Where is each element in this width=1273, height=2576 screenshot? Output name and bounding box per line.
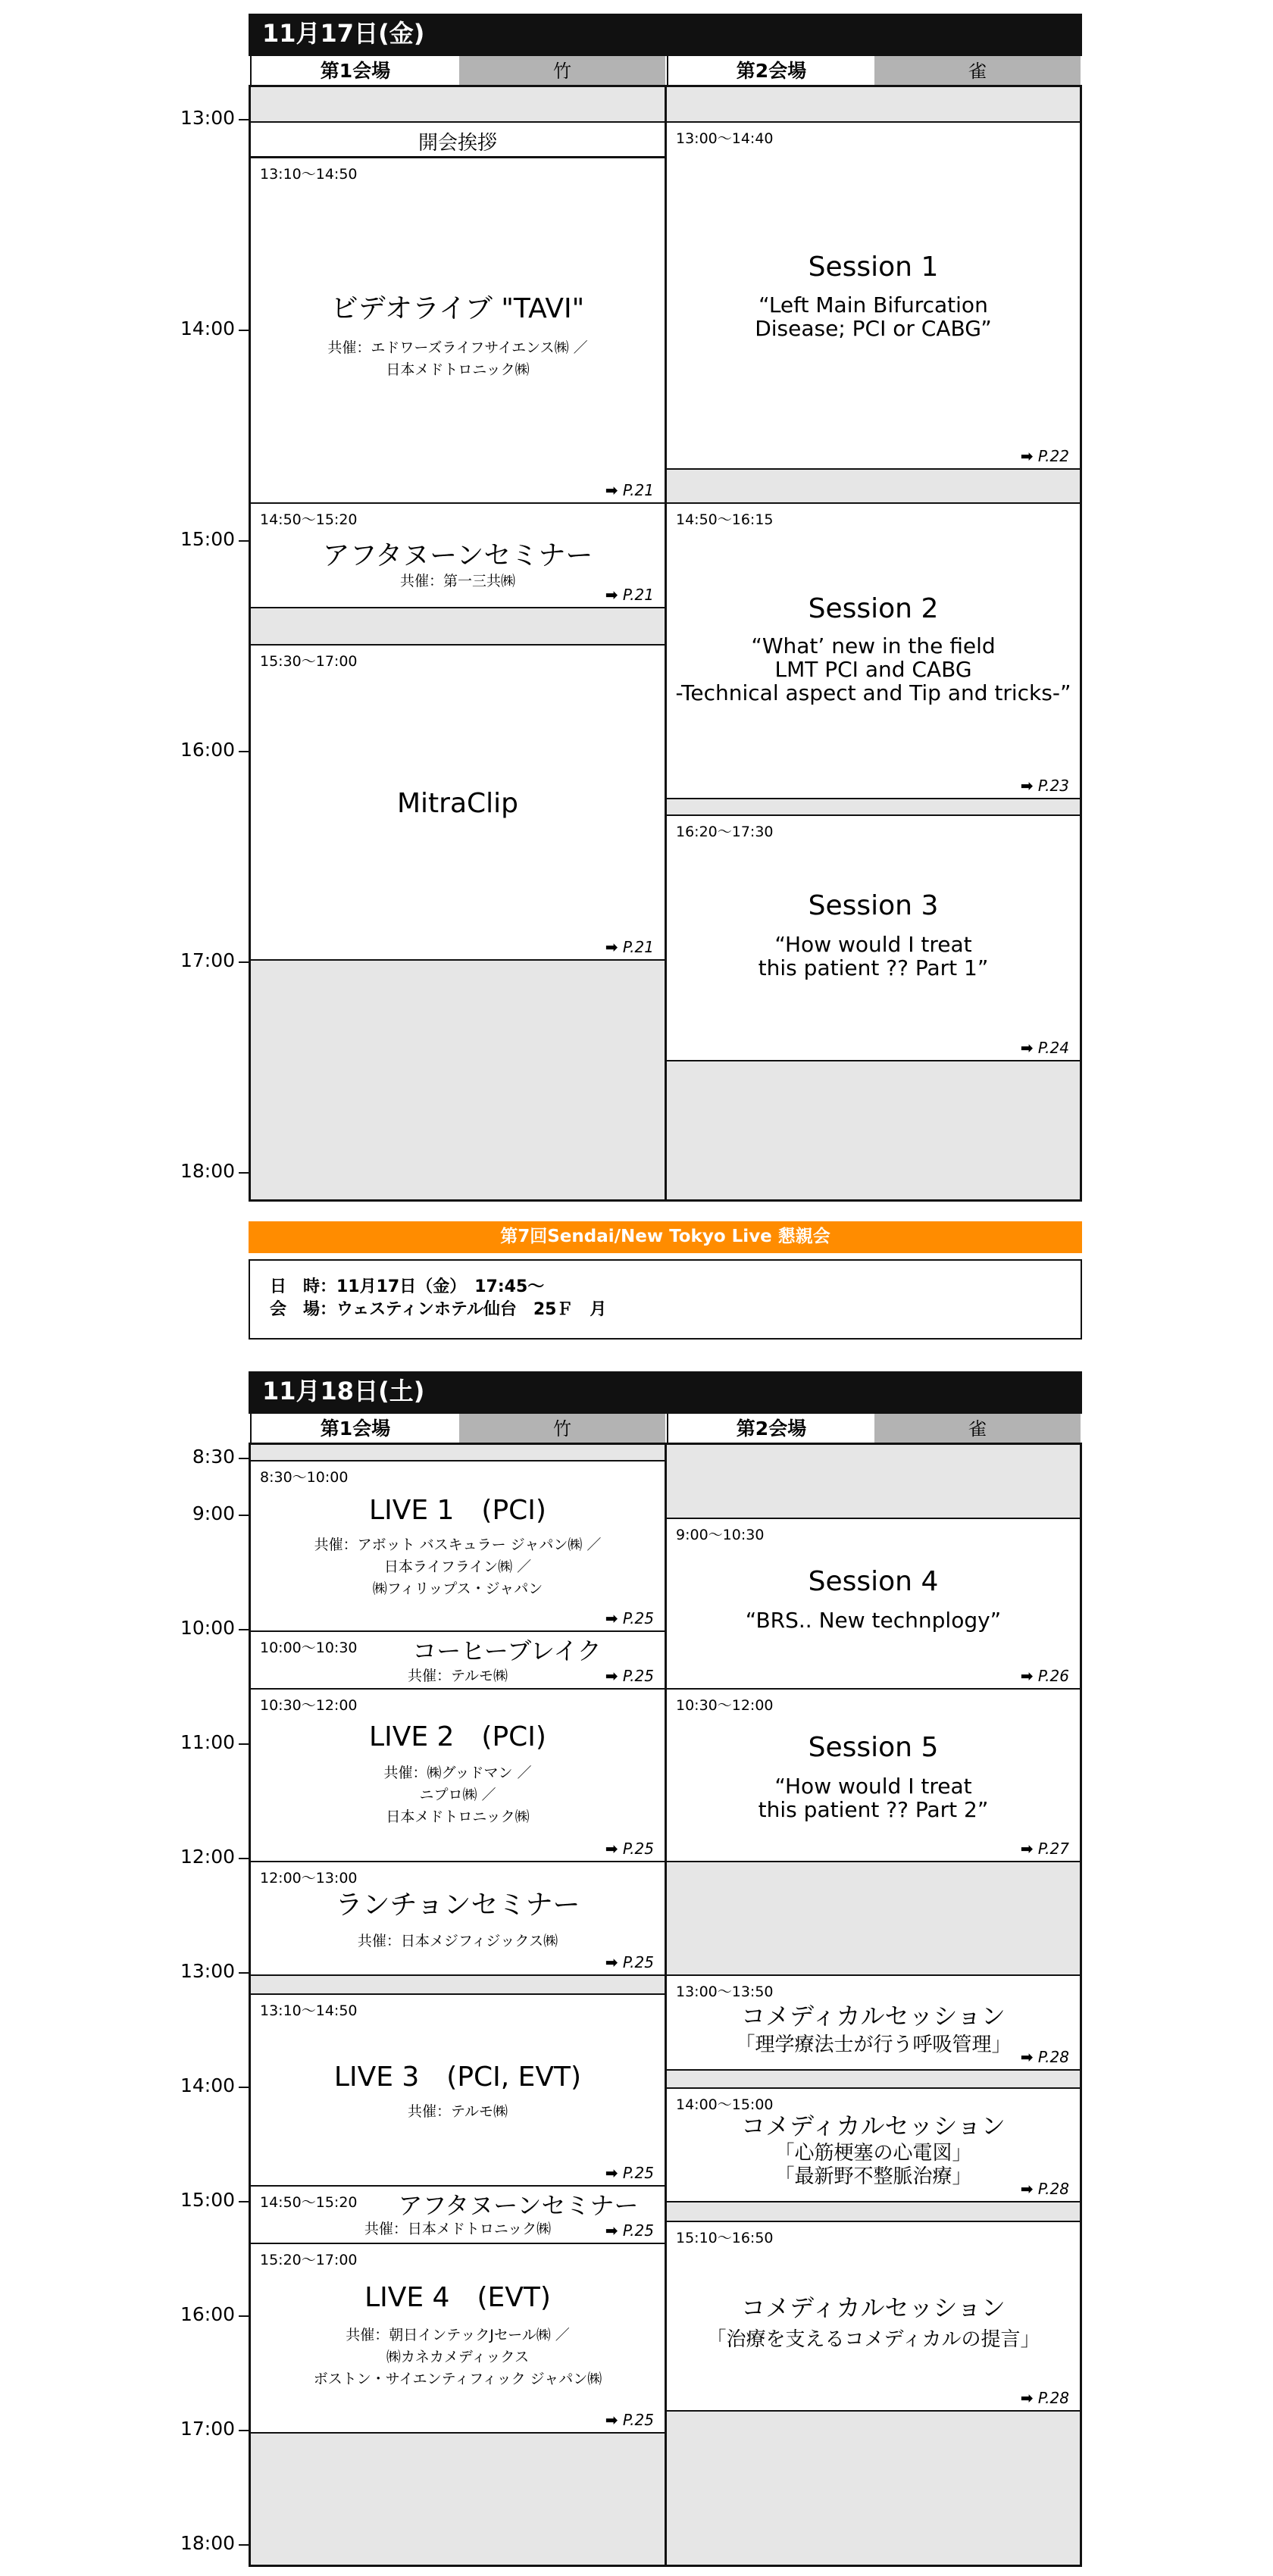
time-label: 12:00	[180, 1846, 235, 1868]
session-time: 14:50～15:20	[260, 511, 358, 528]
session-subtitle: “BRS.. New technplogy”	[745, 1608, 1002, 1633]
page-reference	[1021, 1840, 1069, 1858]
session-time: 14:00～15:00	[676, 2096, 774, 2113]
session-time: 13:10～14:50	[260, 166, 358, 183]
day2-r1-coffee	[251, 1630, 665, 1690]
day2-r1-live4	[251, 2243, 665, 2434]
arrow-right-icon: ➡	[1020, 2180, 1034, 2198]
day1-r2-session-2	[667, 502, 1080, 799]
page-reference	[605, 1667, 654, 1685]
page-number: P.26	[1037, 1667, 1069, 1685]
page-number: P.25	[622, 1840, 654, 1858]
day1-r2-session-1	[667, 121, 1080, 470]
page-number: P.25	[622, 1667, 654, 1685]
arrow-right-icon: ➡	[1020, 1840, 1034, 1858]
page-number: P.28	[1037, 2048, 1069, 2066]
session-time: 10:30～12:00	[676, 1697, 774, 1714]
day2-schedule-grid	[249, 1443, 1082, 2567]
day1-schedule-grid	[249, 85, 1082, 1202]
session-subtitle: LMT PCI and CABG	[774, 657, 972, 682]
arrow-right-icon: ➡	[605, 1840, 618, 1858]
session-sponsor: 日本ライフライン㈱ ／	[383, 1558, 532, 1575]
session-subtitle: this patient ?? Part 2”	[758, 1797, 989, 1822]
session-title: ビデオライブ "TAVI"	[330, 293, 585, 324]
day2-room-header	[250, 1412, 1081, 1444]
session-sponsor: ㈱カネカメディックス	[386, 2349, 530, 2365]
session-subtitle: “Left Main Bifurcation	[758, 292, 988, 317]
day2-room1-tag: 竹	[459, 1414, 665, 1444]
arrow-right-icon: ➡	[1020, 2048, 1034, 2066]
session-title: MitraClip	[396, 788, 519, 819]
session-time: 12:00～13:00	[260, 1870, 358, 1887]
session-time: 15:20～17:00	[260, 2252, 358, 2268]
day1-room2-name: 第2会場	[667, 56, 874, 86]
day1-room2-tag: 雀	[874, 56, 1081, 86]
page-number: P.28	[1037, 2180, 1069, 2198]
arrow-right-icon: ➡	[1020, 2389, 1034, 2407]
time-label: 11:00	[180, 1731, 235, 1753]
page-number: P.25	[622, 2411, 654, 2429]
time-tick	[239, 2544, 249, 2546]
day2-date-label: 11月18日(土)	[262, 1377, 425, 1405]
page-reference	[605, 938, 654, 956]
arrow-right-icon: ➡	[1020, 1039, 1034, 1057]
session-sponsor: 日本メドトロニック㈱	[386, 361, 530, 378]
session-title: ランチョンセミナー	[335, 1890, 580, 1921]
time-label: 15:00	[180, 528, 235, 550]
time-tick	[239, 330, 249, 331]
session-title: アフタヌーンセミナー	[398, 2191, 639, 2220]
session-sponsor: ニプロ㈱ ／	[419, 1787, 496, 1803]
page-reference	[605, 1953, 654, 1971]
session-title: LIVE 4 (EVT)	[364, 2282, 551, 2313]
session-time: 13:10～14:50	[260, 2002, 358, 2019]
time-tick	[239, 1743, 249, 1745]
page-number: P.27	[1037, 1840, 1069, 1858]
day1-room1-name: 第1会場	[320, 60, 391, 82]
session-subtitle: this patient ?? Part 1”	[758, 955, 989, 980]
session-title: Session 3	[808, 890, 939, 921]
time-tick	[239, 2201, 249, 2202]
session-time: 15:30～17:00	[260, 653, 358, 670]
session-time: 14:50～15:20	[260, 2194, 358, 2211]
page-number: P.21	[622, 938, 654, 956]
time-tick	[239, 1515, 249, 1516]
session-subtitle: Disease; PCI or CABG”	[755, 316, 992, 341]
session-subtitle: “How would I treat	[774, 932, 972, 957]
session-subtitle: “How would I treat	[774, 1774, 972, 1799]
day1-r2-session-3	[667, 814, 1080, 1061]
arrow-right-icon: ➡	[605, 938, 618, 956]
session-title: LIVE 3 (PCI, EVT)	[333, 2062, 582, 2093]
session-subtitle: 「理学療法士が行う呼吸管理」	[735, 2034, 1012, 2056]
session-subtitle: 「治療を支えるコメディカルの提言」	[706, 2328, 1040, 2351]
arrow-right-icon: ➡	[605, 481, 618, 499]
session-time: 15:10～16:50	[676, 2230, 774, 2246]
session-sponsor: 共催：日本メドトロニック㈱	[364, 2221, 552, 2237]
session-time: 16:20～17:30	[676, 824, 774, 840]
page-number: P.23	[1037, 777, 1069, 795]
time-label: 14:00	[180, 2074, 235, 2096]
page-number: P.21	[622, 481, 654, 499]
session-time: 10:00～10:30	[260, 1640, 358, 1656]
session-sponsor: 共催：第一三共㈱	[399, 573, 515, 589]
session-subtitle: “What’ new in the field	[751, 633, 996, 658]
session-time: 13:00～13:50	[676, 1984, 774, 2000]
time-tick	[239, 961, 249, 963]
page-reference	[1021, 777, 1069, 795]
page-reference	[605, 2164, 654, 2182]
day2-r1-live1	[251, 1460, 665, 1632]
time-label: 9:00	[192, 1502, 235, 1524]
day2-room2-tag: 雀	[874, 1414, 1081, 1444]
session-sponsor: 共催：テルモ㈱	[407, 1668, 508, 1684]
page-reference	[605, 2411, 654, 2429]
day1-opening-block	[251, 121, 665, 158]
page-number: P.25	[622, 2164, 654, 2182]
session-title: Session 4	[808, 1566, 939, 1597]
party-venue: 会 場：ウェスティンホテル仙台 25Ｆ 月	[270, 1300, 607, 1319]
day2-r1-luncheon	[251, 1861, 665, 1976]
time-label: 18:00	[180, 1160, 235, 1182]
arrow-right-icon: ➡	[605, 2221, 618, 2240]
session-time: 14:50～16:15	[676, 511, 774, 528]
session-subtitle: -Technical aspect and Tip and tricks-”	[675, 680, 1071, 705]
session-sponsor: ㈱フィリップス・ジャパン	[372, 1580, 543, 1597]
time-tick	[239, 1172, 249, 1174]
time-tick	[239, 2315, 249, 2317]
session-sponsor: ボストン・サイエンティフィック ジャパン㈱	[313, 2371, 602, 2387]
page-number: P.28	[1037, 2389, 1069, 2407]
session-title: コメディカルセッション	[741, 2002, 1006, 2030]
time-label: 14:00	[180, 317, 235, 339]
day2-r2-comedical-2	[667, 2087, 1080, 2202]
arrow-right-icon: ➡	[605, 1609, 618, 1627]
page-reference	[605, 2221, 654, 2240]
page-number: P.21	[622, 586, 654, 604]
day1-room1-tag: 竹	[459, 56, 665, 86]
time-label: 16:00	[180, 2303, 235, 2325]
page-number: P.25	[622, 2221, 654, 2240]
day1-date-bar	[249, 14, 1082, 56]
time-tick	[239, 2087, 249, 2088]
session-time: 13:00～14:40	[676, 130, 774, 147]
session-title: コメディカルセッション	[741, 2293, 1006, 2322]
page-reference	[1021, 2389, 1069, 2407]
day2-r1-live2	[251, 1688, 665, 1862]
time-label: 15:00	[180, 2189, 235, 2211]
session-sponsor: 共催：日本メジフィジックス㈱	[357, 1933, 558, 1949]
day2-r2-comedical-1	[667, 1974, 1080, 2071]
arrow-right-icon: ➡	[605, 586, 618, 604]
day2-r2-comedical-3	[667, 2221, 1080, 2412]
session-time: 8:30～10:00	[260, 1469, 349, 1486]
session-title: Session 5	[808, 1732, 939, 1763]
page-number: P.22	[1037, 447, 1069, 465]
time-label: 16:00	[180, 739, 235, 761]
page-reference	[1021, 2180, 1069, 2198]
day1-r1-session-3	[251, 644, 665, 961]
session-sponsor: 共催：アボット バスキュラー ジャパン㈱ ／	[314, 1537, 602, 1553]
page-reference	[605, 481, 654, 499]
day1-r1-session-1	[251, 157, 665, 504]
time-tick	[239, 119, 249, 120]
session-title: LIVE 1 (PCI)	[369, 1495, 546, 1526]
arrow-right-icon: ➡	[1020, 447, 1034, 465]
day1-room-header	[250, 55, 1081, 86]
arrow-right-icon: ➡	[605, 1953, 618, 1971]
opening-title: 開会挨拶	[418, 132, 497, 155]
session-time: 9:00～10:30	[676, 1527, 765, 1543]
session-title: コーヒーブレイク	[412, 1637, 602, 1665]
session-sponsor: 共催：エドワーズライフサイエンス㈱ ／	[327, 339, 588, 356]
arrow-right-icon: ➡	[605, 1667, 618, 1685]
session-subtitle: 「最新野不整脈治療」	[774, 2165, 972, 2188]
time-tick	[239, 540, 249, 542]
day2-room1-name: 第1会場	[320, 1418, 391, 1440]
arrow-right-icon: ➡	[1020, 777, 1034, 795]
time-tick	[239, 1629, 249, 1630]
day1-date-label: 11月17日(金)	[262, 19, 425, 48]
day2-r1-afternoon	[251, 2185, 665, 2244]
time-label: 18:00	[180, 2532, 235, 2554]
day2-r2-session-5	[667, 1688, 1080, 1862]
page-number: P.25	[622, 1953, 654, 1971]
page-reference	[1021, 1667, 1069, 1685]
session-title: アフタヌーンセミナー	[322, 540, 593, 571]
time-tick	[239, 2430, 249, 2431]
time-label: 17:00	[180, 2418, 235, 2440]
time-tick	[239, 1458, 249, 1459]
session-title: LIVE 2 (PCI)	[369, 1721, 546, 1752]
time-label: 13:00	[180, 1960, 235, 1982]
session-sponsor: 共催：朝日インテックJセール㈱ ／	[346, 2327, 570, 2343]
day2-date-bar	[249, 1371, 1082, 1414]
day2-room2-name: 第2会場	[667, 1414, 874, 1444]
time-label: 17:00	[180, 949, 235, 971]
session-subtitle: 「心筋梗塞の心電図」	[774, 2142, 972, 2165]
time-label: 8:30	[192, 1446, 235, 1468]
day2-r1-live3	[251, 1993, 665, 2187]
time-label: 10:00	[180, 1617, 235, 1639]
time-tick	[239, 1972, 249, 1974]
session-time: 10:30～12:00	[260, 1697, 358, 1714]
session-sponsor: 共催：テルモ㈱	[407, 2103, 508, 2120]
arrow-right-icon: ➡	[605, 2411, 618, 2429]
day2-r2-session-4	[667, 1518, 1080, 1690]
page-number: P.25	[622, 1609, 654, 1627]
page-reference	[1021, 2048, 1069, 2066]
day1-r1-session-2	[251, 502, 665, 608]
page-reference	[605, 586, 654, 604]
party-info-box	[249, 1259, 1082, 1340]
party-banner: 第7回Sendai/New Tokyo Live 懇親会	[249, 1221, 1082, 1253]
time-tick	[239, 1858, 249, 1859]
time-label: 13:00	[180, 107, 235, 129]
session-sponsor: 共催：㈱グッドマン ／	[383, 1765, 532, 1781]
arrow-right-icon: ➡	[1020, 1667, 1034, 1685]
arrow-right-icon: ➡	[605, 2164, 618, 2182]
session-sponsor: 日本メドトロニック㈱	[386, 1809, 530, 1825]
page-reference	[1021, 1039, 1069, 1057]
session-title: Session 1	[808, 252, 939, 283]
page-number: P.24	[1037, 1039, 1069, 1057]
time-tick	[239, 751, 249, 752]
page-reference	[1021, 447, 1069, 465]
page-reference	[605, 1840, 654, 1858]
session-title: コメディカルセッション	[741, 2112, 1006, 2140]
party-datetime: 日 時：11月17日（金） 17:45～	[270, 1277, 545, 1296]
session-title: Session 2	[808, 593, 939, 624]
page-reference	[605, 1609, 654, 1627]
